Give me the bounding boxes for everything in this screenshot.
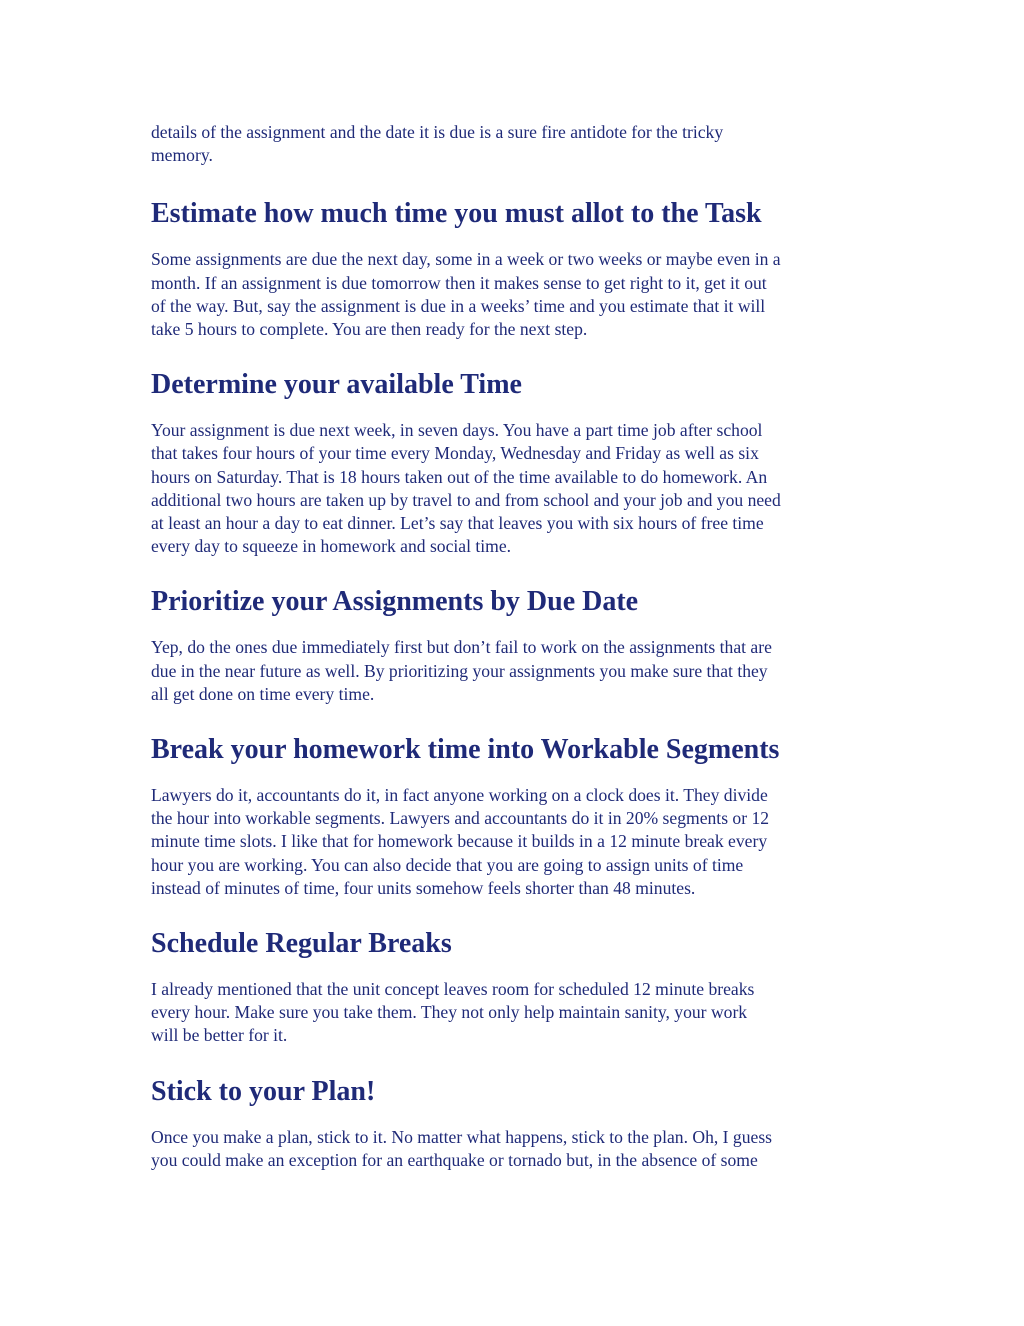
text-line: of the way. But, say the assignment is due in a weeks’ time and you estimate that it will [151,295,766,316]
text-line: every day to squeeze in homework and social time. [151,536,512,557]
section-heading-workable-segments: Break your homework time into Workable Segments [151,734,780,766]
text-line: that takes four hours of your time every Monday, Wednesday and Friday as well as six [151,443,759,464]
section-heading-available-time: Determine your available Time [151,369,522,401]
text-line: due in the near future as well. By prioritizing your assignments you make sure that they [151,660,768,681]
text-line: take 5 hours to complete. You are then ready for the next step. [151,319,588,340]
text-line: month. If an assignment is due tomorrow then it makes sense to get right to it, get it out [151,272,767,293]
section-heading-prioritize: Prioritize your Assignments by Due Date [151,586,639,618]
document-body [151,121,876,1172]
text-line: memory. [151,145,213,166]
section-heading-estimate-time: Estimate how much time you must allot to the Task [151,198,762,230]
section-paragraph-workable-segments [151,784,876,900]
text-line: hours on Saturday. That is 18 hours taken out of the time available to do homework. An [151,466,768,487]
section-paragraph-prioritize [151,636,876,706]
section-heading-stick-to-plan: Stick to your Plan! [151,1075,376,1107]
text-line: every hour. Make sure you take them. They not only help maintain sanity, your work [151,1002,748,1023]
text-line: Once you make a plan, stick to it. No matter what happens, stick to the plan. Oh, I guess [151,1126,773,1147]
text-line: you could make an exception for an earthquake or tornado but, in the absence of some [151,1149,758,1170]
section-paragraph-estimate-time [151,248,876,341]
text-line: Some assignments are due the next day, some in a week or two weeks or maybe even in a [151,249,781,270]
text-line: additional two hours are taken up by travel to and from school and your job and you need [151,489,781,510]
text-line: I already mentioned that the unit concept leaves room for scheduled 12 minute breaks [151,979,755,1000]
text-line: Yep, do the ones due immediately first but don’t fail to work on the assignments that are [151,637,772,658]
text-line: details of the assignment and the date it is due is a sure fire antidote for the tricky [151,122,724,142]
text-line: Your assignment is due next week, in seven days. You have a part time job after school [151,420,763,441]
intro-paragraph [151,121,876,167]
text-line: hour you are working. You can also decide that you are going to assign units of time [151,854,744,875]
section-heading-regular-breaks: Schedule Regular Breaks [151,928,452,960]
text-line: all get done on time every time. [151,683,375,704]
text-line: minute time slots. I like that for homework because it builds in a 12 minute break every [151,831,768,852]
text-line: instead of minutes of time, four units somehow feels shorter than 48 minutes. [151,877,696,898]
section-paragraph-regular-breaks [151,978,876,1048]
text-line: the hour into workable segments. Lawyers and accountants do it in 20% segments or 12 [151,808,770,829]
text-line: Lawyers do it, accountants do it, in fact anyone working on a clock does it. They divide [151,785,768,806]
text-line: at least an hour a day to eat dinner. Let’s say that leaves you with six hours of free time [151,513,764,534]
section-paragraph-stick-to-plan [151,1126,876,1172]
text-line: will be better for it. [151,1025,288,1046]
section-paragraph-available-time [151,419,876,558]
